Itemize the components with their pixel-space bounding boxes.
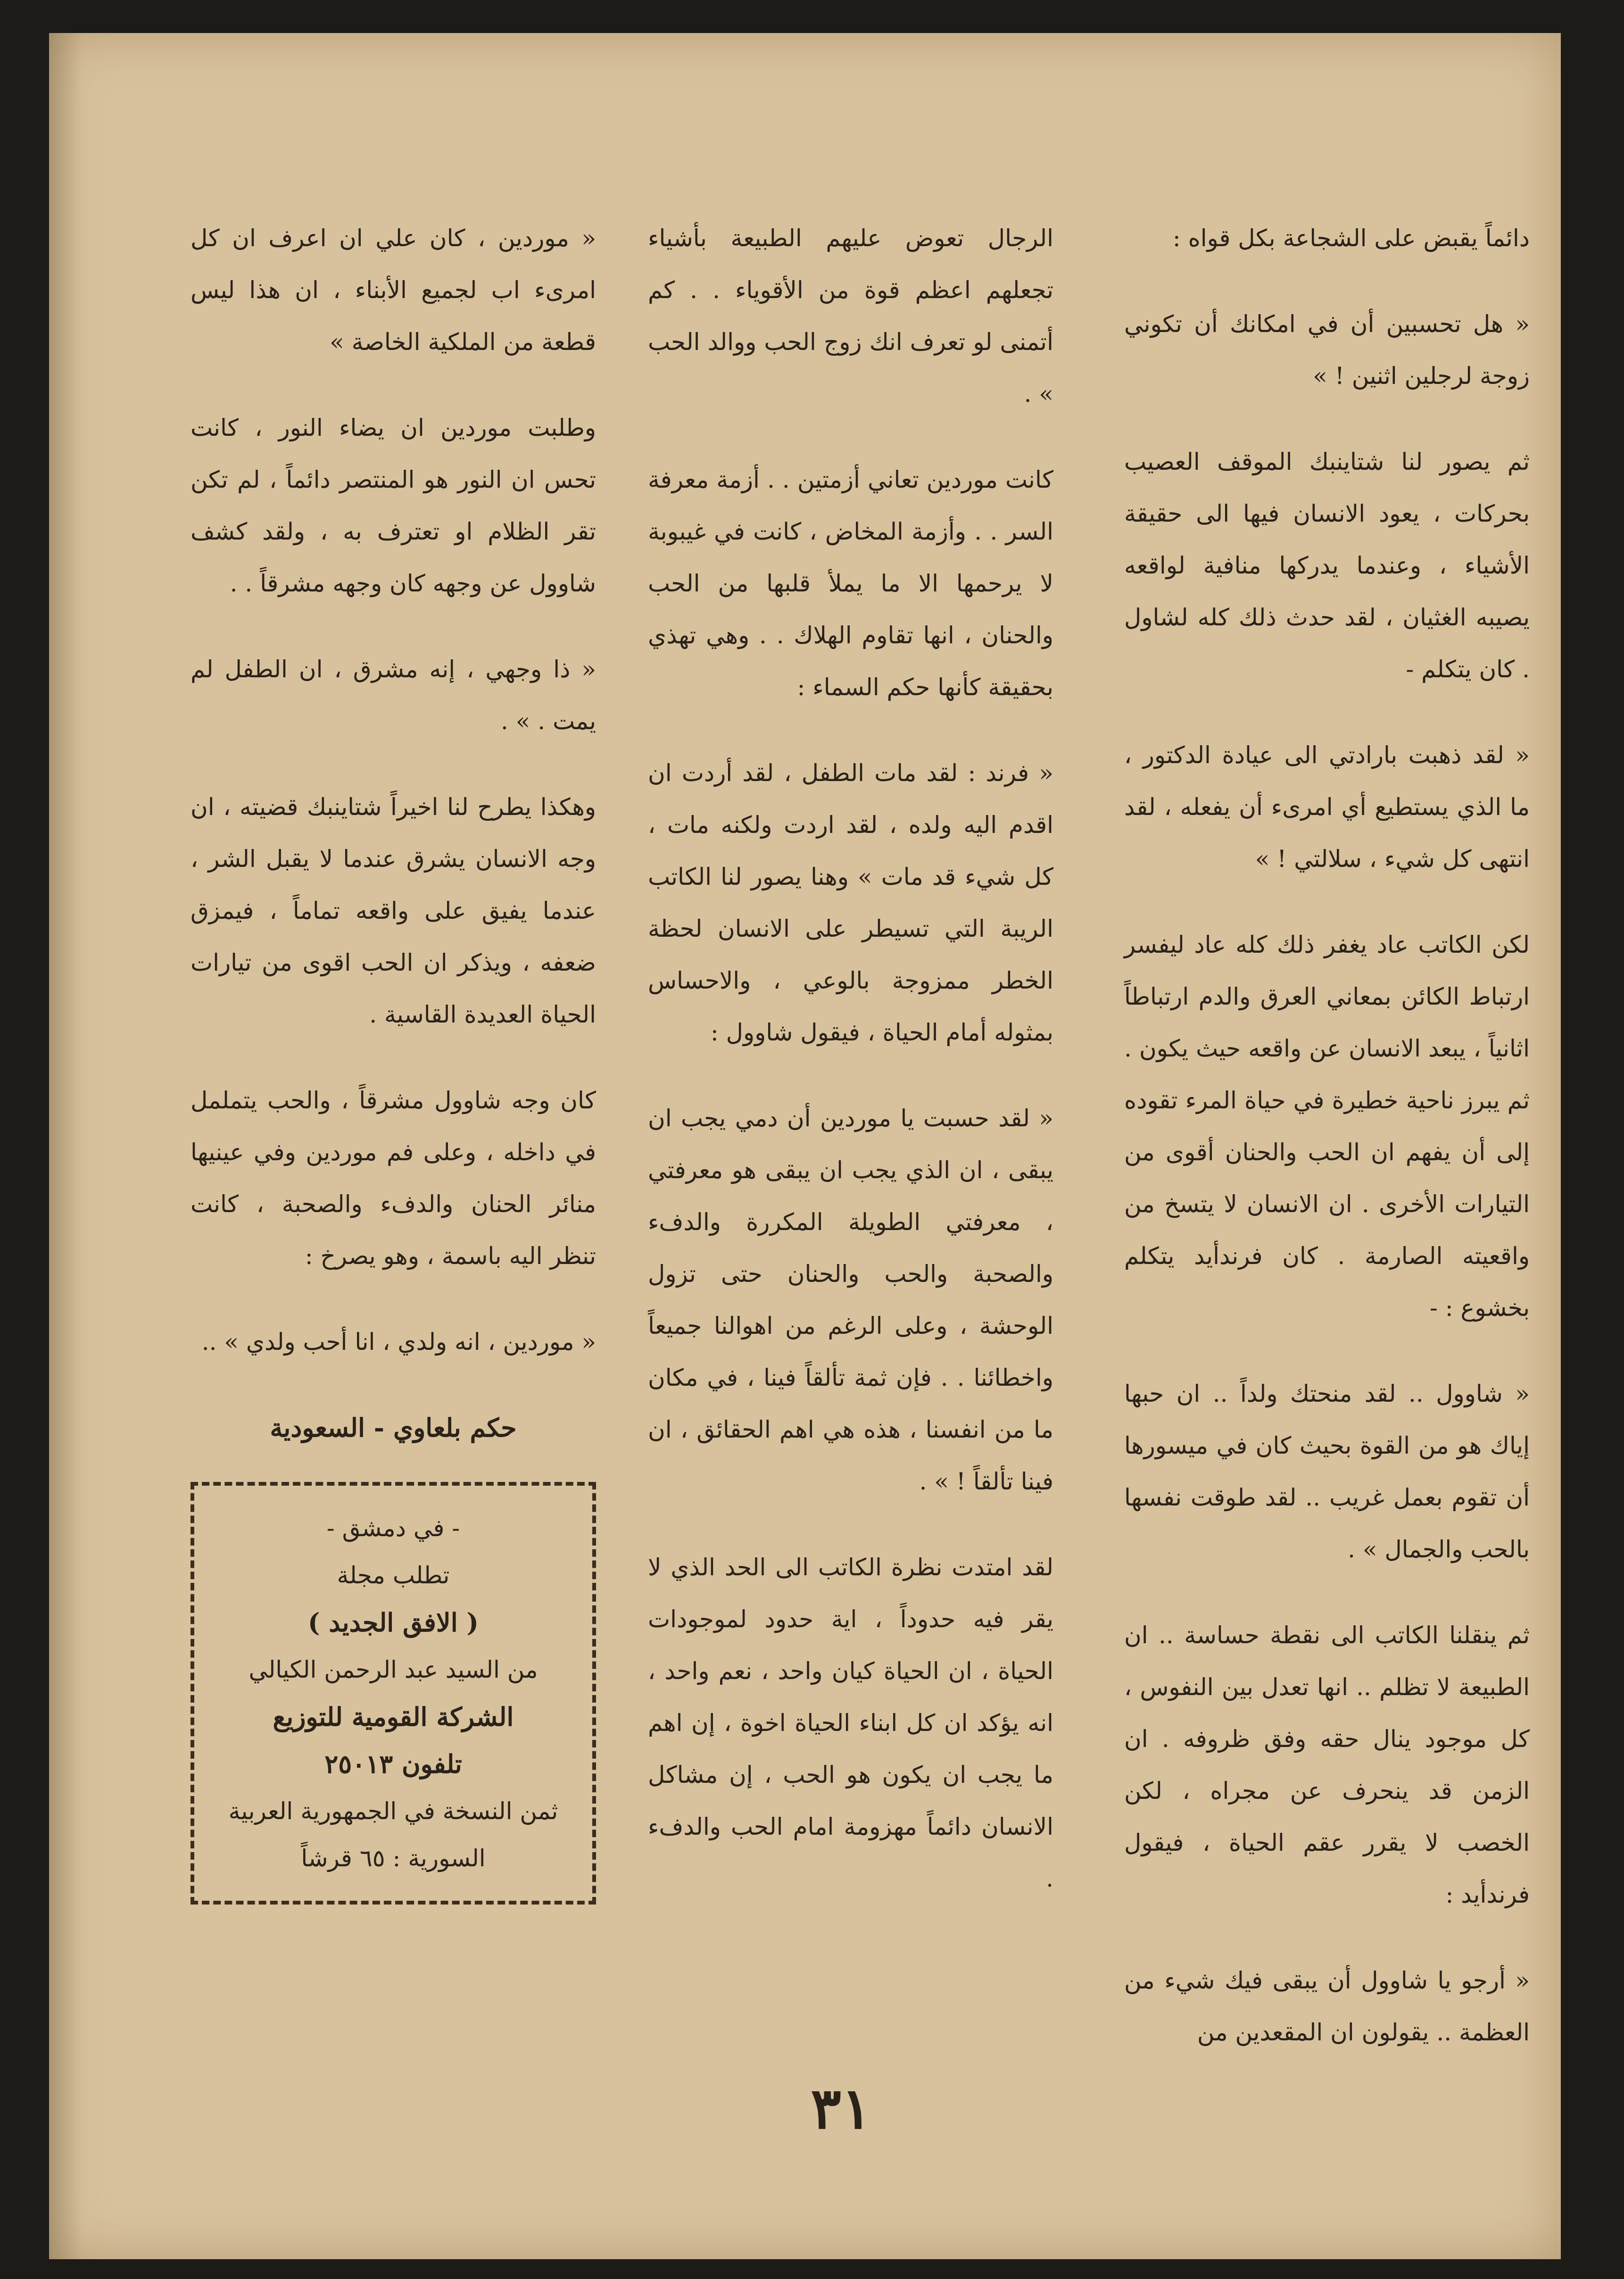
notice-city: - في دمشق - [326,1514,460,1542]
paragraph: « موردين ، كان علي ان اعرف ان كل امرىء اب لجميع الأبناء ، ان هذا ليس قطعة من الملكية الخاصة » [191,225,596,356]
notice-price-line: ثمن النسخة في الجمهورية العربية [228,1797,558,1825]
paragraph: وطلبت موردين ان يضاء النور ، كانت تحس ان النور هو المنتصر دائماً ، لم تكن تقر الظلام او تعترف به ، ولقد كشف شاوول عن وجهه كان وجهه مشرقاً . . [191,414,596,597]
notice-magazine-title: ( الافق الجديد ) [307,1607,479,1638]
paragraph: « فرند : لقد مات الطفل ، لقد أردت ان اقدم اليه ولده ، لقد اردت ولكنه مات ، كل شيء قد مات » وهنا يصور لنا الكاتب الريبة التي تسيطر على الانسان لحظة الخطر ممزوجة بالوعي ، والاحساس بمثوله أمام الحياة ، فيقول شاوول : [648,759,1053,1046]
paragraph: لقد امتدت نظرة الكاتب الى الحد الذي لا يقر فيه حدوداً ، اية حدود لموجودات الحياة ، ان الحياة كيان واحد ، نعم واحد ، انه يؤكد ان كل ابناء الحياة اخوة ، إن اهم ما يجب ان يكون هو الحب ، إن مشاكل الانسان دائماً مهزومة امام الحب والدفء . [648,1554,1053,1892]
paragraph: كان وجه شاوول مشرقاً ، والحب يتململ في داخله ، وعلى فم موردين وفي عينيها منائر الحنان والدفء والصحبة ، كانت تنظر اليه باسمة ، وهو يصرخ : [191,1087,596,1270]
notice-phone: تلفون ٢٥٠١٣ [324,1749,462,1779]
paragraph: « موردين ، انه ولدي ، انا أحب ولدي » .. [201,1328,596,1356]
paragraph: ثم يصور لنا شتاينبك الموقف العصيب بحركات ، يعود الانسان فيها الى حقيقة الأشياء ، وعندما يدركها منافية لواقعه يصيبه الغثيان ، لقد حدث ذلك كله لشاول . كان يتكلم - [1124,448,1530,683]
notice-line: تطلب مجلة [337,1562,450,1589]
notice-price-line: السورية : ٦٥ قرشاً [301,1845,486,1872]
paragraph: « ذا وجهي ، إنه مشرق ، ان الطفل لم يمت . » . [191,656,596,735]
paragraph: « أرجو يا شاوول أن يبقى فيك شيء من العظمة .. يقولون ان المقعدين من [1124,1967,1530,2046]
paragraph: « شاوول .. لقد منحتك ولداً .. ان حبها إياك هو من القوة بحيث كان في ميسورها أن تقوم بعمل غريب .. لقد طوقت نفسها بالحب والجمال » . [1124,1380,1530,1563]
paragraph: دائماً يقبض على الشجاعة بكل قواه : [1172,225,1530,252]
distribution-notice-box [191,1482,596,1905]
text-column-right [1124,212,1530,2092]
text-column-left [191,212,596,1905]
magazine-page [49,33,1561,2259]
paragraph: وهكذا يطرح لنا اخيراً شتاينبك قضيته ، ان وجه الانسان يشرق عندما لا يقبل الشر ، عندما يفيق على واقعه تماماً ، فيمزق ضعفه ، ويذكر ان الحب اقوى من تيارات الحياة العديدة القاسية . [191,793,596,1028]
author-signature: حكم بلعاوي - السعودية [270,1413,517,1443]
paragraph: لكن الكاتب عاد يغفر ذلك كله عاد ليفسر ارتباط الكائن بمعاني العرق والدم ارتباطاً اثانياً ، يبعد الانسان عن واقعه حيث يكون . ثم يبرز ناحية خطيرة في حياة المرء تقوده إلى أن يفهم ان الحب والحنان أقوى من التيارات الأخرى . ان الانسان لا يتسخ من واقعيته الصارمة . كان فرندأيد يتكلم بخشوع : - [1124,931,1530,1322]
paragraph: « لقد ذهبت بارادتي الى عيادة الدكتور ، ما الذي يستطيع أي امرىء أن يفعله ، لقد انتهى كل شيء ، سلالتي ! » [1124,741,1530,873]
page-number: ٣١ [811,2075,872,2142]
paragraph: « لقد حسبت يا موردين أن دمي يجب ان يبقى ، ان الذي يجب ان يبقى هو معرفتي ، معرفتي الطويلة المكررة والدفء والصحبة والحب والحنان حتى تزول الوحشة ، وعلى الرغم من اهوالنا جميعاً واخطائنا . . فإن ثمة تألقاً فينا ، في مكان ما من انفسنا ، هذه هي اهم الحقائق ، ان فينا تألقاً ! » . [648,1105,1053,1495]
page-binding-shadow [49,33,82,2259]
paragraph: ثم ينقلنا الكاتب الى نقطة حساسة .. ان الطبيعة لا تظلم .. انها تعدل بين النفوس ، كل موجود ينال حقه وفق ظروفه . ان الزمن قد ينحرف عن مجراه ، لكن الخصب لا يقرر عقم الحياة ، فيقول فرندأيد : [1124,1622,1530,1908]
paragraph: كانت موردين تعاني أزمتين . . أزمة معرفة السر . . وأزمة المخاض ، كانت في غيبوبة لا يرحمها الا ما يملأ قلبها من الحب والحنان ، انها تقاوم الهلاك . . وهي تهذي بحقيقة كأنها حكم السماء : [648,466,1053,701]
paragraph: الرجال تعوض عليهم الطبيعة بأشياء تجعلهم اعظم قوة من الأقوياء . . كم أتمنى لو تعرف انك زوج الحب ووالد الحب » . [648,225,1053,408]
notice-line: من السيد عبد الرحمن الكيالي [249,1656,538,1683]
paragraph: « هل تحسبين أن في امكانك أن تكوني زوجة لرجلين اثنين ! » [1124,310,1530,390]
notice-distributor: الشركة القومية للتوزيع [273,1702,514,1732]
text-column-middle [648,212,1053,1938]
